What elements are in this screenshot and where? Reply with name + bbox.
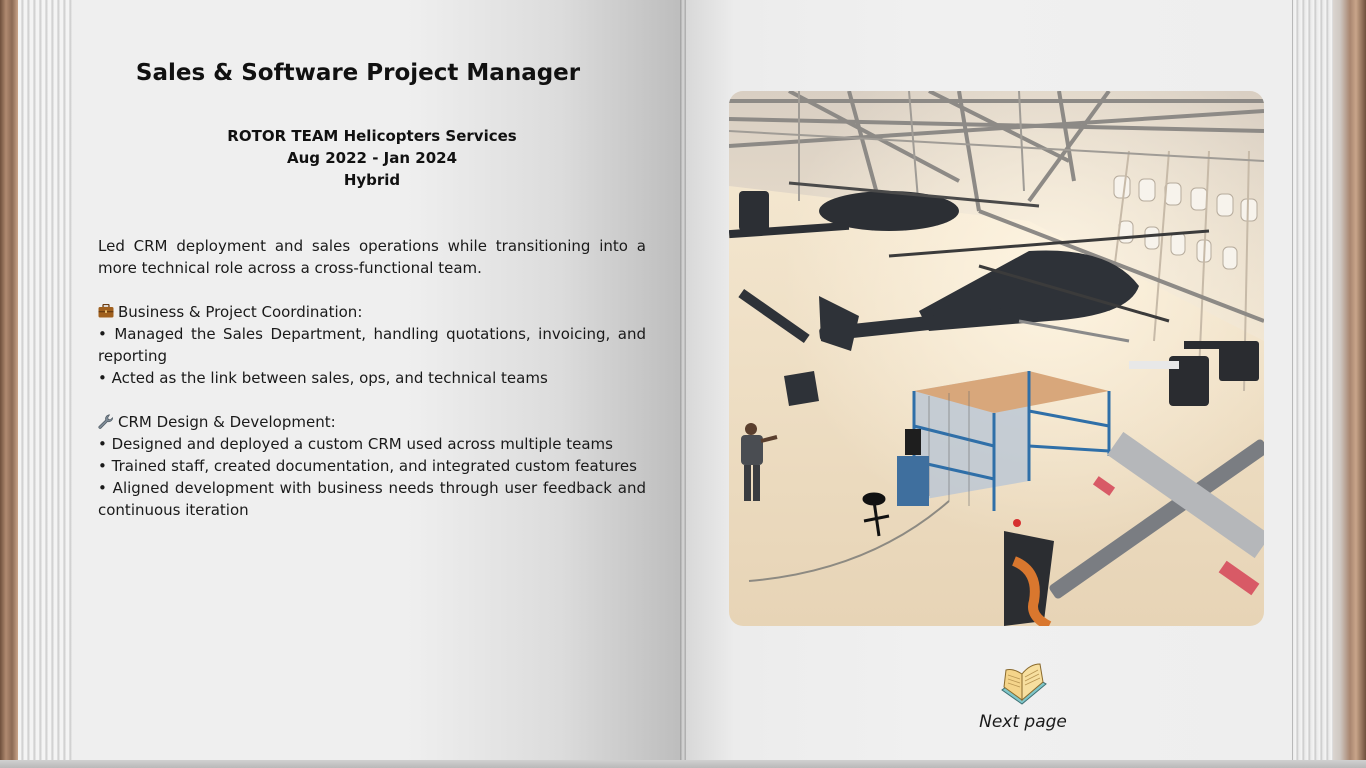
job-title: Sales & Software Project Manager <box>135 60 581 86</box>
job-meta <box>98 125 646 191</box>
hangar-helicopters-photo <box>729 91 1264 626</box>
list-item: • Acted as the link between sales, ops, and technical teams <box>98 369 548 387</box>
briefcase-icon <box>98 302 114 316</box>
open-book-icon <box>996 662 1050 706</box>
page-stack-right <box>1292 0 1333 768</box>
next-page-button[interactable] <box>964 662 1082 732</box>
list-item: • Aligned development with business needs through user feedback and continuous iteration <box>98 479 646 519</box>
section-heading-text: CRM Design & Development: <box>118 413 336 431</box>
next-page-label[interactable]: Next page <box>979 712 1067 732</box>
job-description <box>98 235 646 521</box>
job-summary: Led CRM deployment and sales operations while transitioning into a more technical role across a cross-functional team. <box>98 237 646 277</box>
list-item: • Trained staff, created documentation, and integrated custom features <box>98 457 637 475</box>
section-heading-text: Business & Project Coordination: <box>118 303 363 321</box>
job-dates: Aug 2022 - Jan 2024 <box>286 149 458 167</box>
work-mode: Hybrid <box>343 171 401 189</box>
company-name: ROTOR TEAM Helicopters Services <box>227 127 517 145</box>
wrench-icon <box>98 413 114 428</box>
page-stack-left <box>18 0 73 768</box>
section-heading <box>98 411 646 433</box>
list-item: • Managed the Sales Department, handling quotations, invoicing, and reporting <box>98 325 646 365</box>
book-bottom-edge <box>0 760 1366 768</box>
section-heading <box>98 301 646 323</box>
list-item: • Designed and deployed a custom CRM used across multiple teams <box>98 435 613 453</box>
